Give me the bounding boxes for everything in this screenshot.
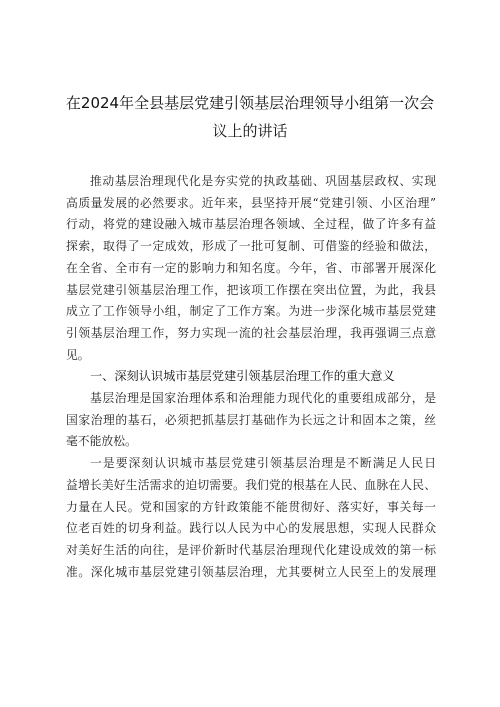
paragraph-line: 成立了工作领导小组，制定了工作方案。为进一步深化城市基层党建 — [66, 304, 436, 319]
paragraph-line: 高质量发展的必然要求。近年来，县坚持开展“党建引领、小区治理” — [66, 195, 436, 210]
paragraph-line: 毫不能放松。 — [66, 434, 137, 449]
paragraph-line: 国家治理的基石，必须把抓基层打基础作为长远之计和固本之策，丝 — [66, 412, 436, 427]
paragraph-line: 推动基层治理现代化是夯实党的执政基础、巩固基层政权、实现 — [90, 174, 436, 188]
paragraph-line: 力量在人民。党和国家的方针政策能不能贯彻好、落实好，事关每一 — [66, 499, 436, 514]
paragraph-line: 一是要深刻认识城市基层党建引领基层治理是不断满足人民日 — [90, 456, 436, 471]
paragraph-line: 基层治理是国家治理体系和治理能力现代化的重要组成部分，是 — [90, 391, 436, 405]
paragraph-line: 引领基层治理工作，努力实现一流的社会基层治理，我再强调三点意 — [66, 325, 436, 340]
section-heading: 一、深刻认识城市基层党建引领基层治理工作的重大意义 — [90, 369, 395, 384]
document-title-line-2: 议上的讲话 — [212, 122, 288, 140]
paragraph-line: 在全省、全市有一定的影响力和知名度。今年，省、市部署开展深化 — [66, 260, 436, 275]
paragraph-line: 探索，取得了一定成效，形成了一批可复制、可借鉴的经验和做法， — [66, 239, 436, 254]
paragraph-line: 准。深化城市基层党建引领基层治理，尤其要树立人民至上的发展理 — [66, 564, 436, 579]
paragraph-line: 见。 — [66, 347, 90, 362]
paragraph-line: 行动，将党的建设融入城市基层治理各领域、全过程，做了许多有益 — [66, 217, 436, 232]
paragraph-line: 位老百姓的切身利益。践行以人民为中心的发展思想，实现人民群众 — [66, 521, 436, 536]
paragraph-line: 益增长美好生活需求的迫切需要。我们党的根基在人民、血脉在人民、 — [66, 477, 436, 492]
paragraph-line: 基层党建引领基层治理工作，把该项工作摆在突出位置，为此，我县 — [66, 282, 436, 297]
paragraph-line: 对美好生活的向往，是评价新时代基层治理现代化建设成效的第一标 — [66, 542, 436, 557]
document-title-line-1: 在2024年全县基层党建引领基层治理领导小组第一次会 — [65, 94, 435, 112]
